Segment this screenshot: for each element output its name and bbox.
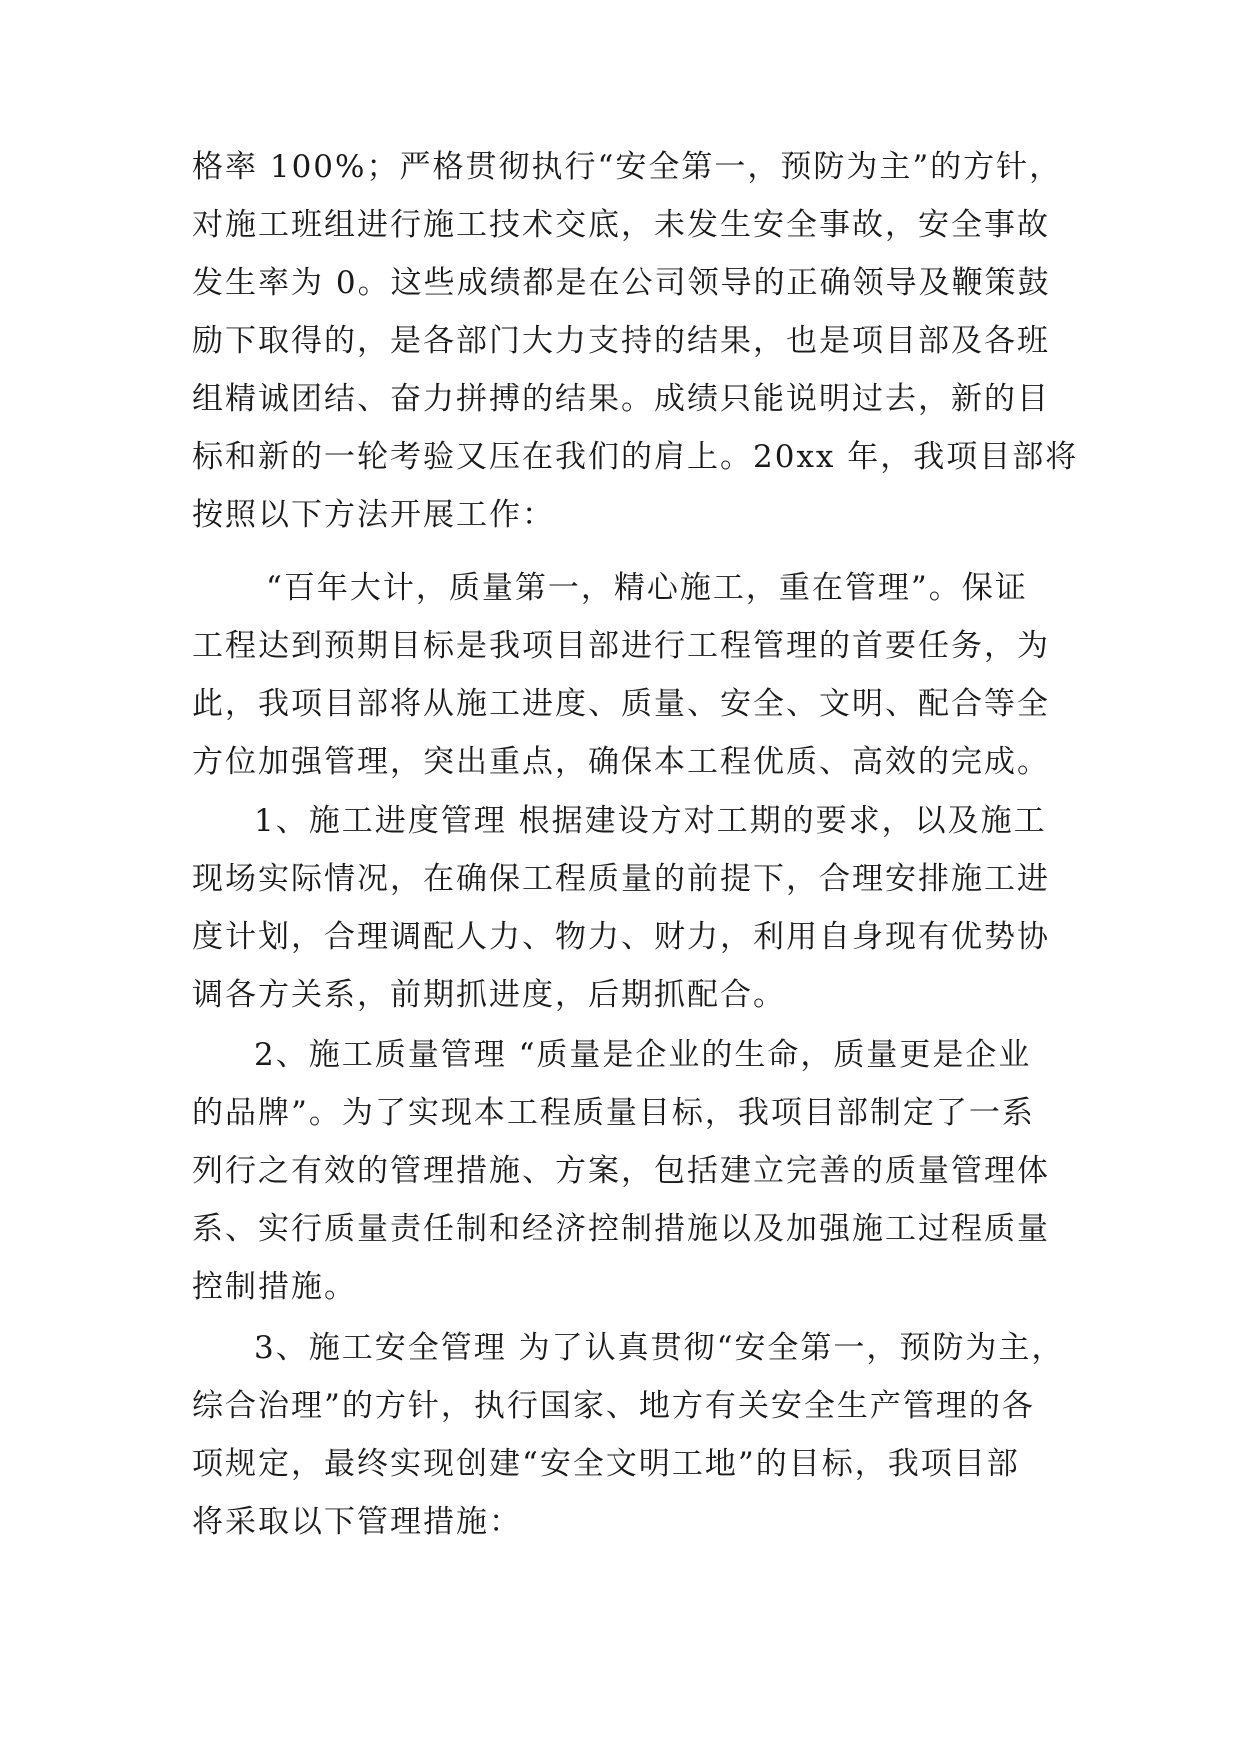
section-heading-quality: 2、施工质量管理 “质量是企业的生命，质量更是企业 [254,1037,1032,1073]
section-heading-schedule: 1、施工进度管理 根据建设方对工期的要求，以及施工 [254,803,1047,839]
text-line: 现场实际情况，在确保工程质量的前提下，合理安排施工进 [192,861,1050,897]
text-line: 励下取得的，是各部门大力支持的结果，也是项目部及各班 [192,323,1050,359]
text-line: 列行之有效的管理措施、方案，包括建立完善的质量管理体 [192,1153,1050,1189]
text-line: 将采取以下管理措施： [192,1504,522,1540]
text-line: 此，我项目部将从施工进度、质量、安全、文明、配合等全 [192,686,1050,722]
text-line: 系、实行质量责任制和经济控制措施以及加强施工过程质量 [192,1211,1050,1247]
text-line: 方位加强管理，突出重点，确保本工程优质、高效的完成。 [192,744,1050,780]
text-line: 综合治理”的方针，执行国家、地方有关安全生产管理的各 [192,1388,1035,1424]
text-line: 格率 100%；严格贯彻执行“安全第一，预防为主”的方针， [192,149,1063,185]
text-line: 发生率为 0。这些成绩都是在公司领导的正确领导及鞭策鼓 [192,265,1051,301]
text-line: 调各方关系，前期抓进度，后期抓配合。 [192,977,786,1013]
text-line: 对施工班组进行施工技术交底，未发生安全事故，安全事故 [192,207,1050,243]
section-heading-safety: 3、施工安全管理 为了认真贯彻“安全第一，预防为主， [254,1330,1065,1366]
text-line: 项规定，最终实现创建“安全文明工地”的目标，我项目部 [192,1446,1020,1482]
text-line: 控制措施。 [192,1269,357,1305]
text-line: 工程达到预期目标是我项目部进行工程管理的首要任务，为 [192,628,1050,664]
paragraph-first-line: “百年大计，质量第一，精心施工，重在管理”。保证 [266,570,1028,606]
text-line: 的品牌”。为了实现本工程质量目标，我项目部制定了一系 [192,1095,1035,1131]
text-line: 度计划，合理调配人力、物力、财力，利用自身现有优势协 [192,919,1050,955]
text-line: 标和新的一轮考验又压在我们的肩上。20xx 年，我项目部将 [192,439,1079,475]
text-line: 组精诚团结、奋力拼搏的结果。成绩只能说明过去，新的目 [192,381,1050,417]
text-line: 按照以下方法开展工作： [192,497,555,533]
